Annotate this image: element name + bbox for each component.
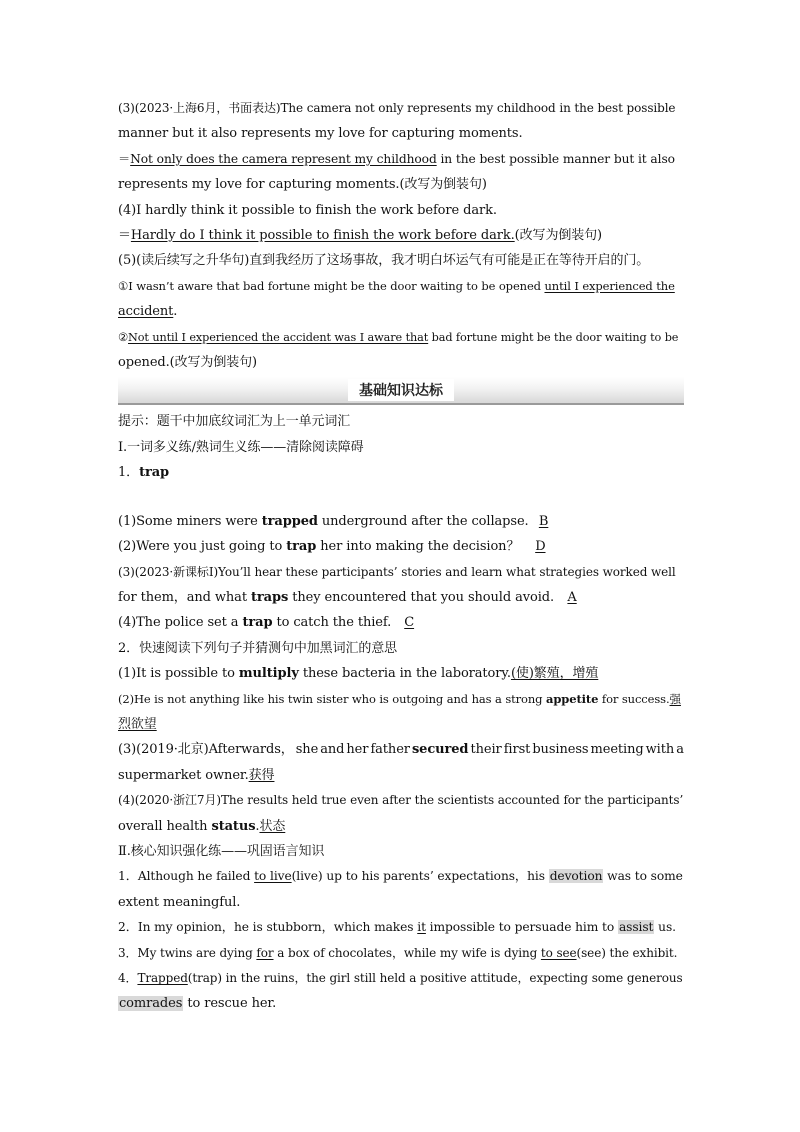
q5-item-2-marker: ②	[118, 330, 128, 344]
q4-text: (4)I hardly think it possible to finish the work before dark.	[118, 202, 497, 218]
item-text-rest: a box of chocolates，while my wife is dying	[273, 945, 541, 960]
trap-item-4	[118, 610, 684, 635]
highlighted-word: assist	[618, 920, 654, 935]
guess-item-1	[118, 661, 684, 686]
period: .	[255, 818, 260, 834]
answer: for	[256, 945, 274, 960]
core-item-3	[118, 941, 684, 966]
spacer	[118, 486, 684, 509]
tip-text: 提示：题干中加底纹词汇为上一单元词汇	[118, 414, 351, 430]
heading-number: 1．	[118, 465, 140, 481]
item-text: 4．	[118, 971, 138, 985]
word: business	[532, 742, 589, 758]
q5-item-2-answer: Not until I experienced the accident was I aware that	[128, 330, 429, 344]
tip	[118, 409, 684, 434]
answer: it	[417, 920, 426, 935]
heading-text: 2．快速阅读下列句子并猜测句中加黑词汇的意思	[118, 640, 398, 656]
q3-line-1	[118, 96, 684, 121]
part1-title-text: Ⅰ.一词多义练/熟词生义练——清除阅读障碍	[118, 439, 364, 455]
core-item-1	[118, 864, 684, 889]
bold-word: appetite	[546, 691, 599, 706]
item-text-cont: overall health	[118, 818, 212, 834]
item-text-rest: these bacteria in the laboratory.	[298, 666, 511, 682]
document-page	[118, 96, 684, 1017]
item-text: (2)Were you just going to	[118, 539, 287, 555]
heading-word: trap	[139, 465, 170, 481]
answer-blank: B	[538, 513, 549, 529]
trap-item-1	[118, 509, 684, 534]
item-text-rest: (live) up to his parents’ expectations，his	[291, 869, 549, 884]
section-banner-title: 基础知识达标	[349, 380, 453, 400]
q4-line	[118, 198, 684, 223]
word: first	[503, 742, 531, 758]
item-text: (4)The police set a	[118, 615, 243, 631]
q4-answer-line	[118, 223, 684, 248]
item-text: for them，and what	[118, 589, 251, 605]
q3-text-cont: manner but it also represents my love for capturing moments.	[118, 126, 523, 142]
answer: 状态	[259, 818, 286, 834]
q5-line	[118, 248, 684, 273]
answer: (使)繁殖，增殖	[510, 666, 599, 682]
item-text-end: us.	[654, 920, 676, 935]
word: a	[676, 742, 684, 758]
q3-answer-rest: in the best possible manner but it also	[436, 151, 675, 166]
q5-item-1-answer-cont: accident	[118, 304, 174, 320]
item-text: (1)It is possible to	[118, 666, 239, 682]
item-text-rest: they encountered that you should avoid.	[288, 589, 555, 605]
item-text-rest: impossible to persuade him to	[425, 920, 618, 935]
q5-item-1	[118, 274, 684, 299]
bold-word: trap	[286, 539, 317, 555]
core-item-4-cont	[118, 991, 684, 1016]
item-text: (3)(2019·北京)Afterwards，	[118, 742, 294, 758]
item-text-end: (see) the exhibit.	[576, 945, 678, 960]
q4-answer: Hardly do I think it possible to finish the work before dark.	[130, 228, 515, 244]
item-text-rest: underground after the collapse.	[317, 513, 529, 529]
item-text: (2)He is not anything like his twin sister who is outgoing and has a strong	[118, 691, 546, 706]
q3-answer-line	[118, 147, 684, 172]
answer: to live	[254, 869, 292, 884]
answer: 获得	[248, 767, 275, 783]
q3-answer: Not only does the camera represent my childhood	[130, 151, 437, 166]
answer: Trapped	[137, 971, 188, 985]
guess-item-2	[118, 687, 684, 712]
bold-word: trap	[242, 615, 273, 631]
part2-title-text: Ⅱ.核心知识强化练——巩固语言知识	[118, 843, 325, 859]
highlighted-word: devotion	[549, 869, 603, 884]
word: father	[370, 742, 410, 758]
answer-blank: D	[535, 539, 546, 555]
q5-item-1-text: ①I wasn’t aware that bad fortune might be the door waiting to be opened	[118, 278, 545, 293]
trap-item-3-cont	[118, 585, 684, 610]
item-text-cont: supermarket owner.	[118, 767, 249, 783]
item-text: (1)Some miners were	[118, 513, 262, 529]
highlighted-word: comrades	[119, 996, 183, 1012]
item-text: 3．My twins are dying	[118, 945, 257, 960]
guess-item-2-cont	[118, 712, 684, 737]
bold-word: multiply	[238, 666, 299, 682]
answer: 强	[669, 691, 681, 706]
q4-note: (改写为倒装句)	[514, 228, 603, 244]
q5-item-2-rest: bad fortune might be the door waiting to be	[428, 330, 679, 344]
part2-title	[118, 839, 684, 864]
item-text-end: to rescue her.	[183, 996, 277, 1012]
word: she	[295, 742, 319, 758]
bold-word: secured	[411, 742, 469, 758]
guess-item-3-cont	[118, 763, 684, 788]
q5-item-1-cont	[118, 299, 684, 324]
guess-item-4-cont	[118, 814, 684, 839]
guess-item-3	[118, 737, 684, 762]
item-text: (4)(2020·浙江7月)The results held true even after the scientists accounted for the participants’	[118, 793, 684, 808]
item-text-end: was to some	[603, 869, 683, 884]
answer: to see	[540, 945, 577, 960]
q3-answer-line-2	[118, 172, 684, 197]
part1-title	[118, 435, 684, 460]
core-item-1-cont	[118, 890, 684, 915]
word: with	[645, 742, 675, 758]
item-text-rest: (trap) in the ruins，the girl still held a positive attitude，expecting some generous	[187, 971, 683, 985]
answer-cont: 烈欲望	[118, 716, 157, 732]
word: meeting	[590, 742, 644, 758]
word: and	[320, 742, 345, 758]
item-text-rest: to catch the thief.	[272, 615, 392, 631]
core-item-2	[118, 915, 684, 940]
trap-item-2	[118, 534, 684, 559]
section-banner	[118, 377, 684, 405]
guess-item-4	[118, 788, 684, 813]
trap-item-3	[118, 560, 684, 585]
q5-item-1-end: .	[173, 304, 178, 320]
q5-item-2	[118, 325, 684, 350]
part1-heading-1	[118, 460, 684, 485]
word: their	[470, 742, 502, 758]
word: her	[346, 742, 369, 758]
answer-blank: A	[567, 589, 577, 605]
q3-answer-end: represents my love for capturing moments.(改写为倒装句)	[118, 177, 487, 193]
q5-item-1-answer: until I experienced the	[544, 278, 675, 293]
equals-sign: ＝	[118, 151, 131, 166]
q3-text: (3)(2023·上海6月，书面表达)The camera not only represents my childhood in the best possible	[118, 101, 676, 115]
item-text: (3)(2023·新课标Ⅰ)You’ll hear these participants’ stories and learn what strategies worked well	[118, 564, 676, 579]
q3-line-2	[118, 121, 684, 146]
item-text-rest: her into making the decision？	[316, 539, 520, 555]
q5-item-2-cont	[118, 350, 684, 375]
bold-word: trapped	[261, 513, 318, 529]
bold-word: status	[211, 818, 256, 834]
item-text-rest: for success.	[598, 691, 670, 706]
item-text: 1．Although he failed	[118, 869, 255, 884]
core-item-4	[118, 966, 684, 991]
answer-blank: C	[404, 615, 415, 631]
q5-text: (5)(读后续写之升华句)直到我经历了这场事故，我才明白坏运气有可能是正在等待开启的门。	[118, 253, 650, 269]
q5-item-2-end: opened.(改写为倒装句)	[118, 355, 258, 371]
item-text-cont: extent meaningful.	[118, 894, 241, 910]
part1-heading-2	[118, 636, 684, 661]
item-text: 2．In my opinion，he is stubborn，which makes	[118, 920, 418, 935]
bold-word: traps	[251, 589, 289, 605]
equals-sign: ＝	[118, 228, 131, 244]
